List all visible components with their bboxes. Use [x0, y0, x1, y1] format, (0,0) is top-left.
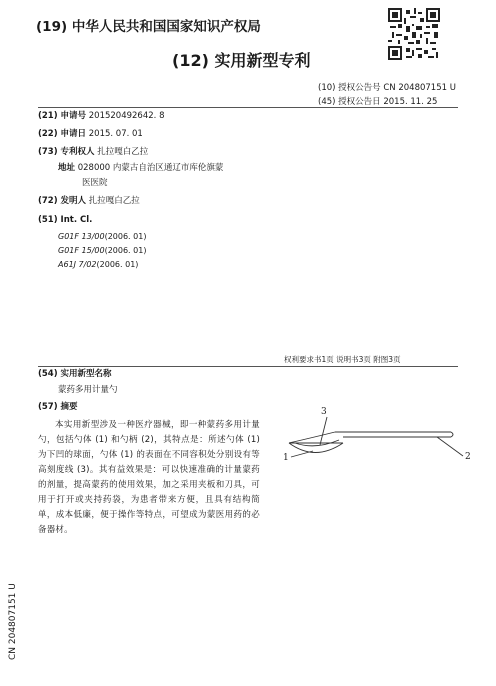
- ipc-code: G01F 13/00: [58, 232, 105, 241]
- leader-line-2: [437, 437, 463, 456]
- side-publication-code: CN 204807151 U: [8, 583, 18, 660]
- inventor-label: (72) 发明人: [38, 196, 87, 206]
- abstract-label: [38, 403, 78, 412]
- application-number-row: [38, 112, 164, 121]
- pages-info: 权利要求书1页 说明书3页 附图3页: [284, 355, 401, 364]
- ipc-entry: [58, 246, 146, 255]
- filing-date: 2015. 07. 01: [88, 129, 143, 139]
- publication-number-label: (10) 授权公告号: [318, 83, 381, 93]
- patentee: 扎拉嘎白乙拉: [97, 147, 149, 157]
- ipc-entry: [58, 232, 146, 241]
- ipc-year: (2006. 01): [104, 246, 147, 255]
- leader-line-1: [291, 451, 313, 457]
- document-type: (12) 实用新型专利: [172, 51, 311, 70]
- address-line-2: 医医院: [82, 178, 108, 188]
- application-number-label: (21) 申请号: [38, 111, 87, 121]
- patentee-label: (73) 专利权人: [38, 147, 95, 157]
- qr-code-icon: [388, 8, 440, 60]
- title-label-text: (54) 实用新型名称: [38, 369, 112, 379]
- application-number: 201520492642. 8: [88, 111, 165, 121]
- ipc-entry: [58, 260, 138, 269]
- publication-date-label: (45) 授权公告日: [318, 97, 381, 107]
- utility-model-title: 蒙药多用计量勺: [58, 385, 118, 395]
- patentee-row: [38, 148, 148, 157]
- spoon-handle-end: [451, 432, 453, 437]
- title-label: [38, 370, 112, 379]
- section-divider: [38, 366, 458, 367]
- int-cl-label-text: (51) Int. Cl.: [38, 215, 93, 225]
- figure-label-2: 2: [465, 452, 471, 462]
- int-cl-label: [38, 216, 92, 225]
- ipc-code: A61J 7/02: [58, 260, 97, 269]
- filing-date-row: [38, 130, 143, 139]
- figure-label-1: 1: [283, 453, 289, 463]
- publication-number-row: [318, 81, 456, 93]
- publication-date-row: [318, 95, 437, 107]
- spoon-bowl-outline: [289, 443, 343, 453]
- abstract-text: 本实用新型涉及一种医疗器械，即一种蒙药多用计量勺，包括勺体 (1) 和勺柄 (2)，其特点是：所述勺体 (1) 为下凹的球面，勺体 (1) 的表面在不同容积处分别设有等高刻度线 (3)。其有益效果是：可以快速准确的计量蒙药的剂量，提高蒙药的使用效果，加之采用夹板和刀具，可用于打开或夹持药袋，为患者带来方便，且具有结构简单，成本低廉，便于操作等特点，可望成为蒙医用药的必备器材。: [38, 420, 260, 535]
- header-divider: [38, 107, 458, 108]
- inventor: 扎拉嘎白乙拉: [88, 196, 140, 206]
- publication-number: CN 204807151 U: [383, 83, 456, 93]
- inventor-row: [38, 197, 140, 206]
- address-label: 地址: [58, 163, 76, 173]
- address-row: [58, 164, 223, 173]
- figure-label-3: 3: [321, 407, 327, 417]
- issuing-office: (19) 中华人民共和国国家知识产权局: [36, 19, 261, 35]
- abstract-label-text: (57) 摘要: [38, 402, 78, 412]
- measuring-spoon-figure: [275, 400, 470, 470]
- publication-date: 2015. 11. 25: [383, 97, 438, 107]
- ipc-year: (2006. 01): [104, 232, 147, 241]
- address-line-1: 028000 内蒙古自治区通辽市库伦旗蒙: [77, 163, 224, 173]
- filing-date-label: (22) 申请日: [38, 129, 87, 139]
- ipc-code: G01F 15/00: [58, 246, 105, 255]
- leader-line-3: [320, 417, 327, 445]
- ipc-year: (2006. 01): [96, 260, 139, 269]
- handle-to-bowl: [289, 432, 335, 443]
